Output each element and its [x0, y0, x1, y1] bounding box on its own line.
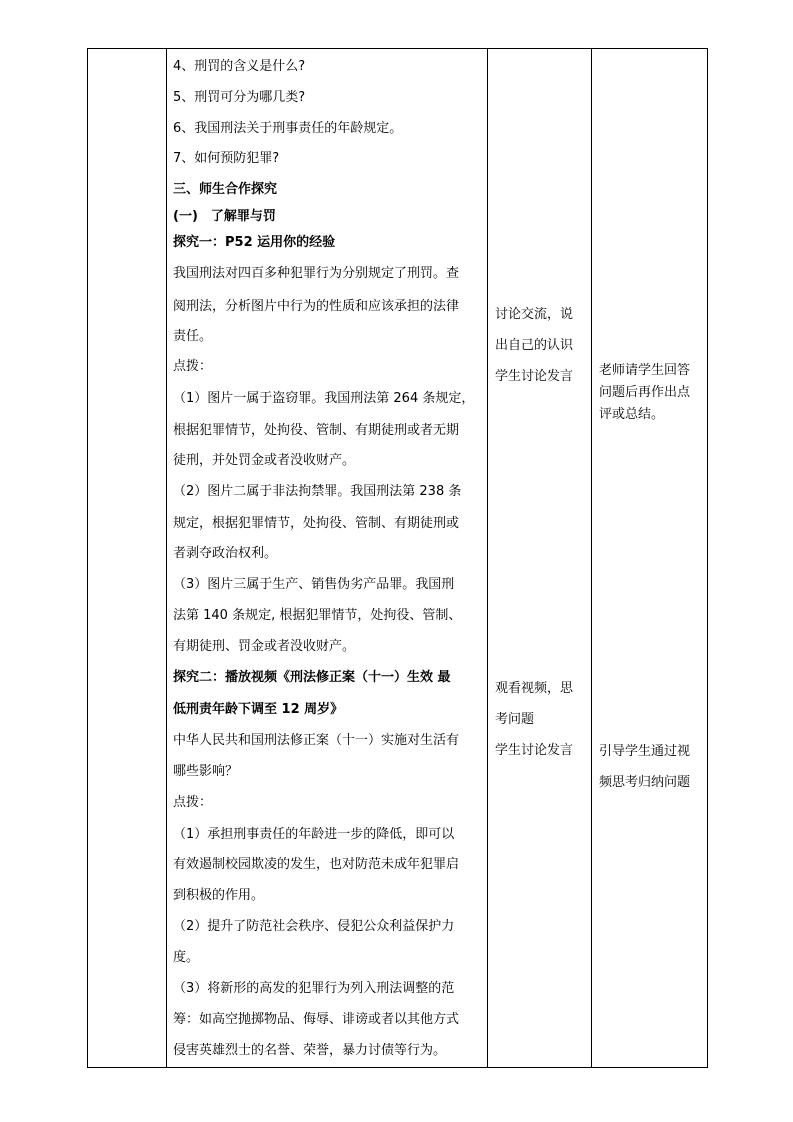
student-activity-line: 考问题 [495, 712, 535, 727]
teacher-activity-line: 频思考归纳问题 [599, 775, 691, 790]
content-line: 责任。 [173, 329, 213, 344]
content-line: 7、如何预防犯罪? [173, 151, 280, 166]
content-line: 度。 [173, 950, 200, 965]
section-heading: 三、师生合作探究 [173, 182, 278, 197]
content-line: （1）图片一属于盗窃罪。我国刑法第 264 条规定， [173, 391, 475, 406]
teacher-activity-line: 引导学生通过视 [599, 744, 691, 759]
content-line: （2）图片二属于非法拘禁罪。我国刑法第 238 条 [173, 484, 462, 499]
teacher-activity-line: 问题后再作出点 [599, 385, 691, 400]
table-left-border [87, 48, 88, 1068]
content-line: （3）将新形的高发的犯罪行为列入刑法调整的范 [173, 981, 455, 996]
hint-label: 点拨： [173, 795, 213, 810]
content-line: 我国刑法对四百多种犯罪行为分别规定了刑罚。查 [173, 266, 460, 281]
hint-label: 点拨： [173, 359, 213, 374]
table-bottom-border [87, 1067, 708, 1068]
content-line: 法第 140 条规定, 根据犯罪情节，处拘役、管制、 [173, 608, 462, 623]
content-line: 4、刑罚的含义是什么? [173, 59, 306, 74]
inquiry-heading: 探究一：P52 运用你的经验 [173, 235, 336, 250]
content-line: （3）图片三属于生产、销售伪劣产品罪。我国刑 [173, 577, 455, 592]
column-divider-2 [487, 48, 488, 1068]
student-activity-line: 学生讨论发言 [495, 369, 574, 384]
content-line: 徒刑，并处罚金或者没收财产。 [173, 453, 356, 468]
subsection-heading: (一) 了解罪与罚 [173, 209, 276, 224]
content-line: 中华人民共和国刑法修正案（十一）实施对生活有 [173, 733, 460, 748]
student-activity-line: 观看视频，思 [495, 681, 574, 696]
student-activity-line: 出自己的认识 [495, 338, 574, 353]
column-divider-1 [166, 48, 167, 1068]
content-line: 筹：如高空抛掷物品、侮辱、诽谤或者以其他方式 [173, 1012, 460, 1027]
content-line: 侵害英雄烈士的名誉、荣誉，暴力讨债等行为。 [173, 1043, 447, 1058]
teacher-activity-line: 老师请学生回答 [599, 363, 691, 378]
content-line: 有期徒刑、罚金或者没收财产。 [173, 639, 356, 654]
content-line: （1）承担刑事责任的年龄进一步的降低，即可以 [173, 827, 455, 842]
student-activity-line: 学生讨论发言 [495, 743, 574, 758]
content-line: 5、刑罚可分为哪几类? [173, 90, 306, 105]
table-top-border [87, 48, 708, 49]
content-line: 规定，根据犯罪情节，处拘役、管制、有期徒刑或 [173, 516, 460, 531]
content-line: 到积极的作用。 [173, 888, 265, 903]
teacher-activity-line: 评或总结。 [599, 407, 665, 422]
content-line: 根据犯罪情节，处拘役、管制、有期徒刑或者无期 [173, 423, 460, 438]
content-line: 6、我国刑法关于刑事责任的年龄规定。 [173, 121, 403, 136]
inquiry-heading: 低刑责年龄下调至 12 周岁》 [173, 702, 344, 717]
table-right-border [707, 48, 708, 1068]
inquiry-heading: 探究二：播放视频《刑法修正案（十一）生效 最 [173, 670, 451, 685]
content-line: （2）提升了防范社会秩序、侵犯公众利益保护力 [173, 919, 455, 934]
column-divider-3 [591, 48, 592, 1068]
content-line: 者剥夺政治权利。 [173, 546, 278, 561]
student-activity-line: 讨论交流，说 [495, 307, 574, 322]
content-line: 阅刑法，分析图片中行为的性质和应该承担的法律 [173, 299, 460, 314]
content-line: 有效遏制校园欺凌的发生，也对防范未成年犯罪启 [173, 857, 460, 872]
content-line: 哪些影响？ [173, 764, 239, 779]
